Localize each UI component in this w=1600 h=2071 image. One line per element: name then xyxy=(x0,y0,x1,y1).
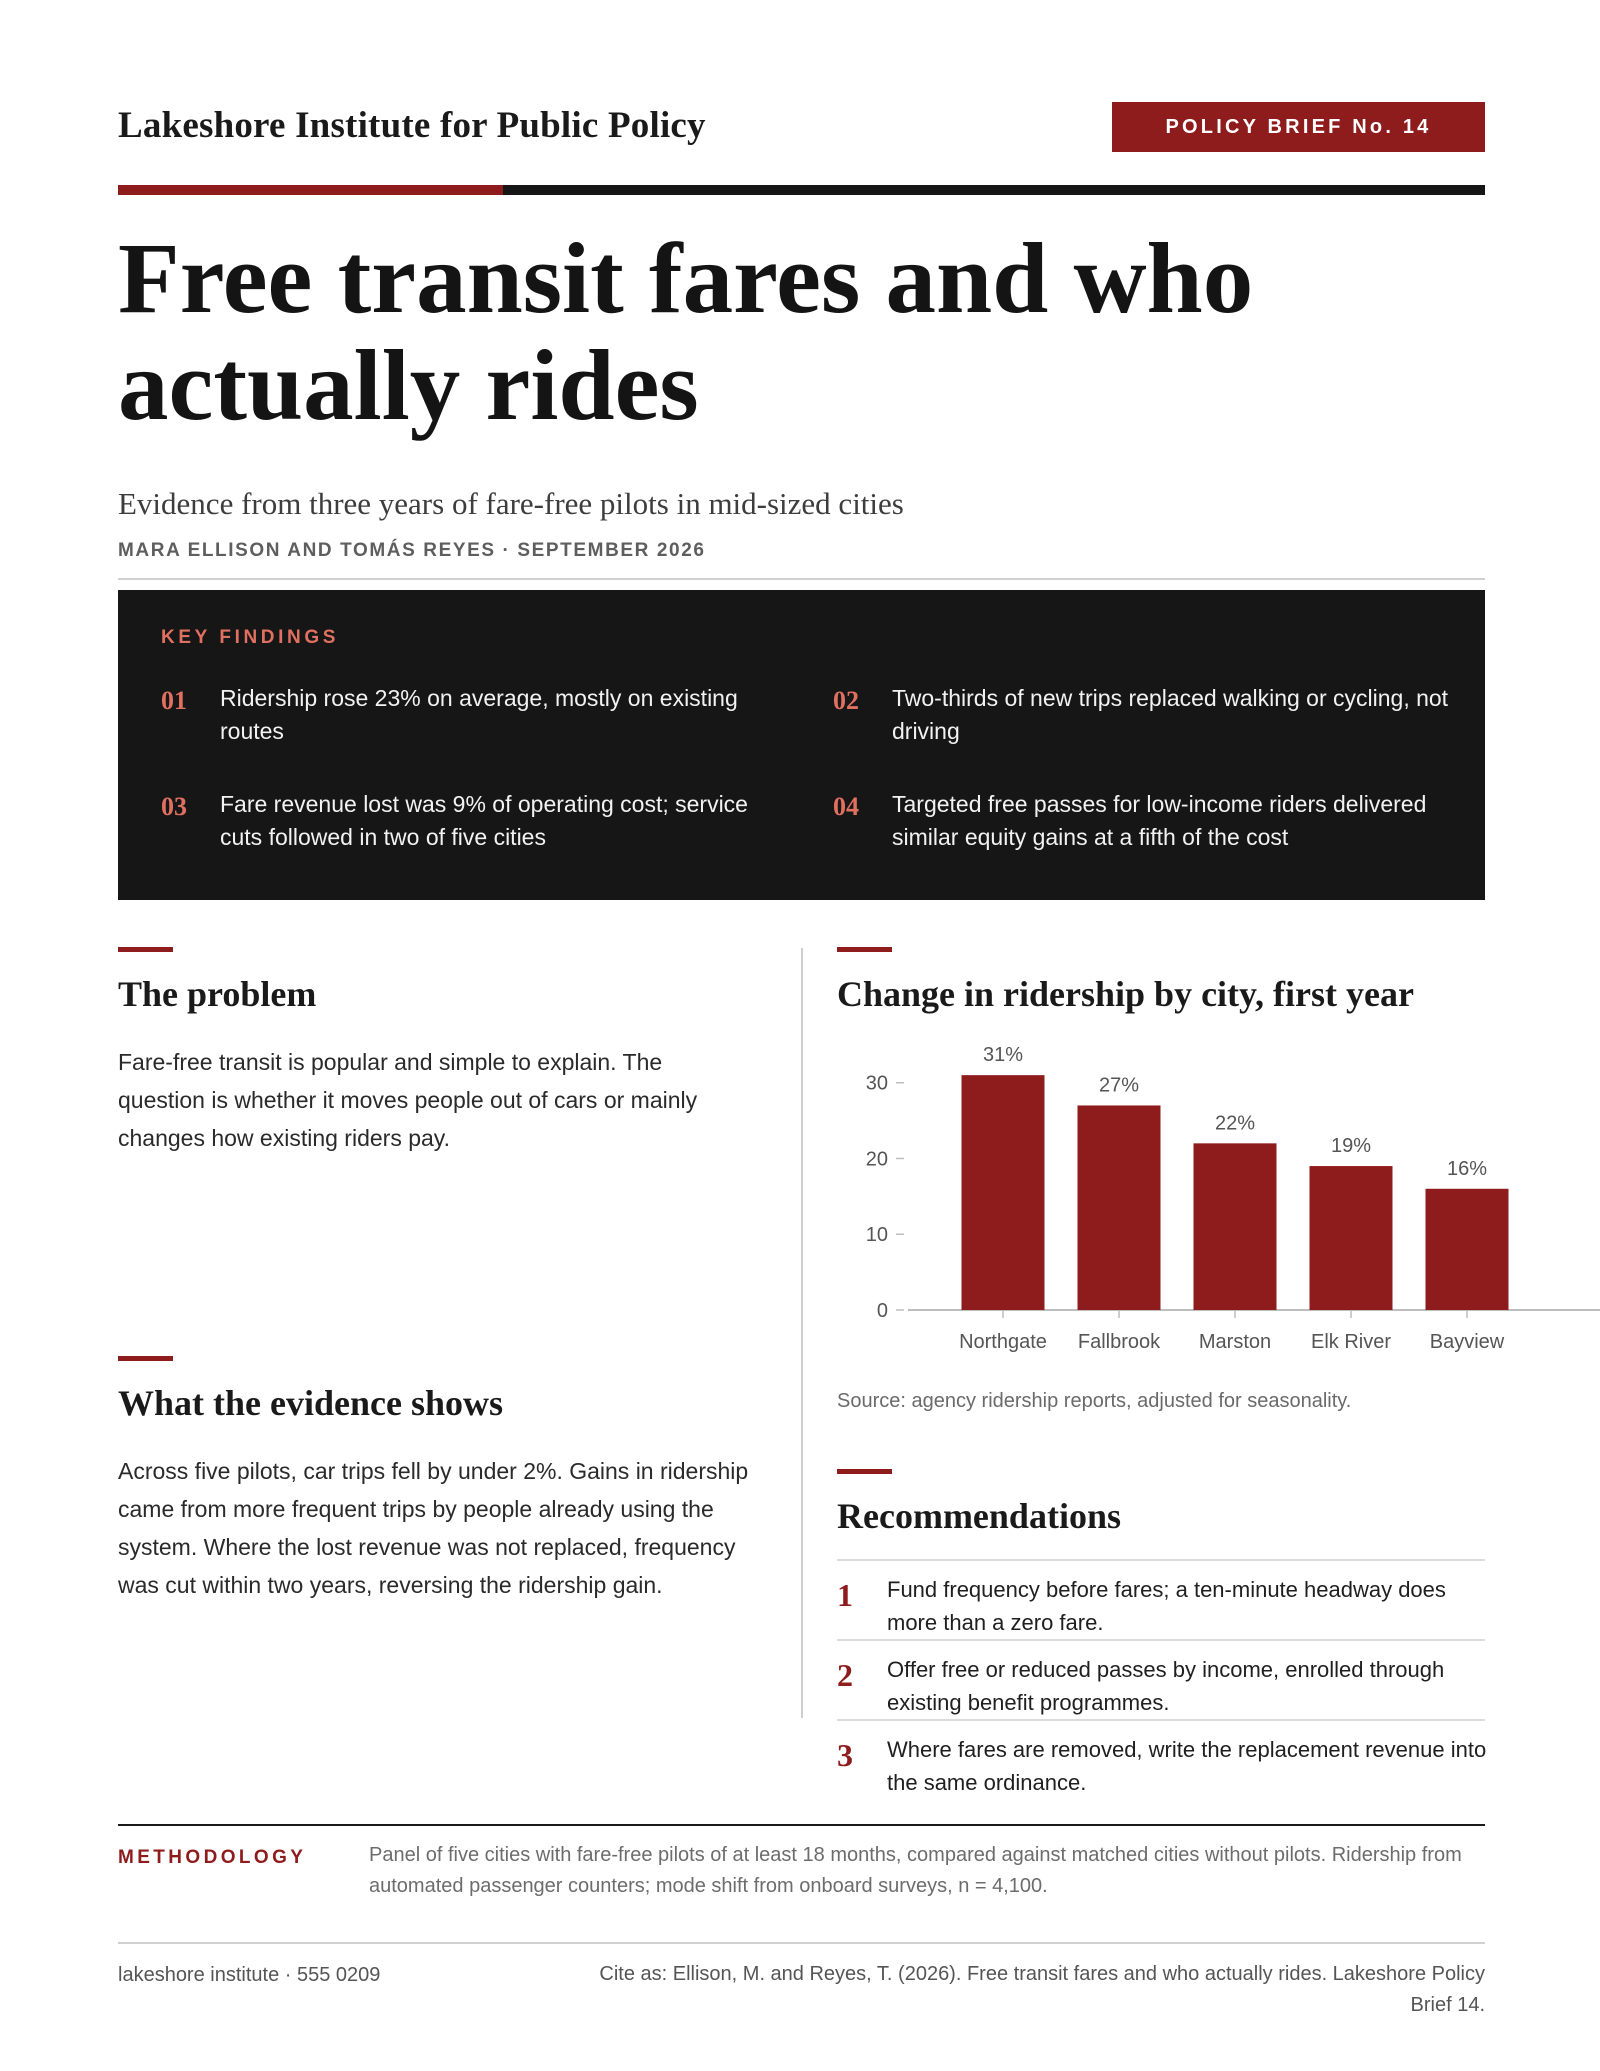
evidence-heading: What the evidence shows xyxy=(118,1383,503,1423)
key-finding-number: 01 xyxy=(161,686,187,715)
recommendations-list xyxy=(837,1559,1485,1799)
problem-heading: The problem xyxy=(118,974,317,1014)
problem-body: Fare-free transit is popular and simple to explain. The question is whether it moves people out of cars or mainly changes how existing riders pay. xyxy=(118,1049,698,1151)
key-finding-text: Ridership rose 23% on average, mostly on existing routes xyxy=(220,685,738,744)
bar-value-label: 31% xyxy=(982,1044,1024,1067)
section-accent-bar xyxy=(118,1356,173,1361)
bar-bayview xyxy=(1426,1189,1509,1310)
section-accent-bar xyxy=(837,947,892,952)
recommendations-heading: Recommendations xyxy=(837,1496,1121,1536)
x-tick-label: Bayview xyxy=(1429,1331,1505,1353)
bar-value-label: 22% xyxy=(1214,1112,1256,1135)
y-tick-label: 20 xyxy=(865,1148,888,1171)
section-accent-bar xyxy=(837,1469,892,1474)
bar-value-label: 19% xyxy=(1330,1135,1372,1158)
masthead-rule xyxy=(118,185,1485,195)
recommendation-number: 2 xyxy=(837,1657,853,1693)
recommendation-item xyxy=(837,1639,1485,1719)
footer-citation: Cite as: Ellison, M. and Reyes, T. (2026). Free transit fares and who actually rides. Lakeshore Policy Brief 14. xyxy=(599,1963,1485,2016)
bar-value-label: 27% xyxy=(1098,1074,1140,1097)
key-findings-panel xyxy=(118,590,1485,900)
methodology-divider xyxy=(118,1824,1485,1826)
page-subtitle: Evidence from three years of fare-free pilots in mid-sized cities xyxy=(118,486,904,521)
bar-elk-river xyxy=(1310,1166,1393,1310)
bar-value-label: 16% xyxy=(1446,1157,1488,1180)
chart-source-note: Source: agency ridership reports, adjusted for seasonality. xyxy=(837,1390,1352,1412)
key-finding-number: 04 xyxy=(833,792,859,821)
key-finding-text: Fare revenue lost was 9% of operating cost; service cuts followed in two of five cities xyxy=(220,791,748,850)
page-title: Free transit fares and who actually rides xyxy=(118,222,1254,441)
x-tick-label: Northgate xyxy=(959,1331,1047,1353)
organization-name: Lakeshore Institute for Public Policy xyxy=(118,105,706,146)
methodology-label: METHODOLOGY xyxy=(118,1847,307,1868)
recommendation-item xyxy=(837,1719,1485,1799)
masthead-rule-accent xyxy=(118,185,503,195)
recommendation-number: 3 xyxy=(837,1737,853,1773)
policy-brief-page xyxy=(118,0,1505,2071)
chart-heading: Change in ridership by city, first year xyxy=(837,974,1414,1014)
x-tick-label: Elk River xyxy=(1310,1331,1392,1353)
recommendation-text: Where fares are removed, write the replacement revenue into the same ordinance. xyxy=(887,1737,1487,1795)
bar-northgate xyxy=(962,1075,1045,1310)
methodology-text: Panel of five cities with fare-free pilots of at least 18 months, compared against matched cities without pilots. Ridership from automated passenger counters; mode shift from onboard surveys, n = 4,100. xyxy=(369,1844,1462,1897)
y-tick-label: 10 xyxy=(865,1224,888,1247)
ridership-bar-chart xyxy=(823,1044,1600,1360)
header-divider xyxy=(118,578,1485,580)
key-findings-label: KEY FINDINGS xyxy=(161,627,339,648)
recommendation-text: Fund frequency before fares; a ten-minute headway does more than a zero fare. xyxy=(887,1577,1446,1635)
recommendation-text: Offer free or reduced passes by income, enrolled through existing benefit programmes. xyxy=(887,1657,1445,1715)
key-finding-number: 03 xyxy=(161,792,187,821)
key-finding-text: Targeted free passes for low-income riders delivered similar equity gains at a fifth of the cost xyxy=(892,791,1427,850)
recommendation-item xyxy=(837,1559,1485,1639)
footer-divider xyxy=(118,1942,1485,1944)
footer-contact: lakeshore institute · 555 0209 xyxy=(118,1964,381,1986)
recommendation-number: 1 xyxy=(837,1577,853,1613)
byline: MARA ELLISON AND TOMÁS REYES · SEPTEMBER 2026 xyxy=(118,540,706,561)
evidence-body: Across five pilots, car trips fell by under 2%. Gains in ridership came from more frequent trips by people already using the system. Where the lost revenue was not replaced, frequency was cut within two years, reversing the ridership gain. xyxy=(118,1458,749,1598)
y-tick-label: 30 xyxy=(865,1072,888,1095)
key-finding-number: 02 xyxy=(833,686,859,715)
bar-fallbrook xyxy=(1078,1105,1161,1310)
column-divider xyxy=(801,948,803,1718)
policy-brief-badge: POLICY BRIEF No. 14 xyxy=(1112,102,1485,152)
y-tick-label: 0 xyxy=(876,1300,888,1322)
x-tick-label: Marston xyxy=(1198,1331,1272,1353)
key-finding-text: Two-thirds of new trips replaced walking or cycling, not driving xyxy=(892,685,1449,744)
bar-marston xyxy=(1194,1143,1277,1310)
x-tick-label: Fallbrook xyxy=(1077,1331,1161,1353)
section-accent-bar xyxy=(118,947,173,952)
